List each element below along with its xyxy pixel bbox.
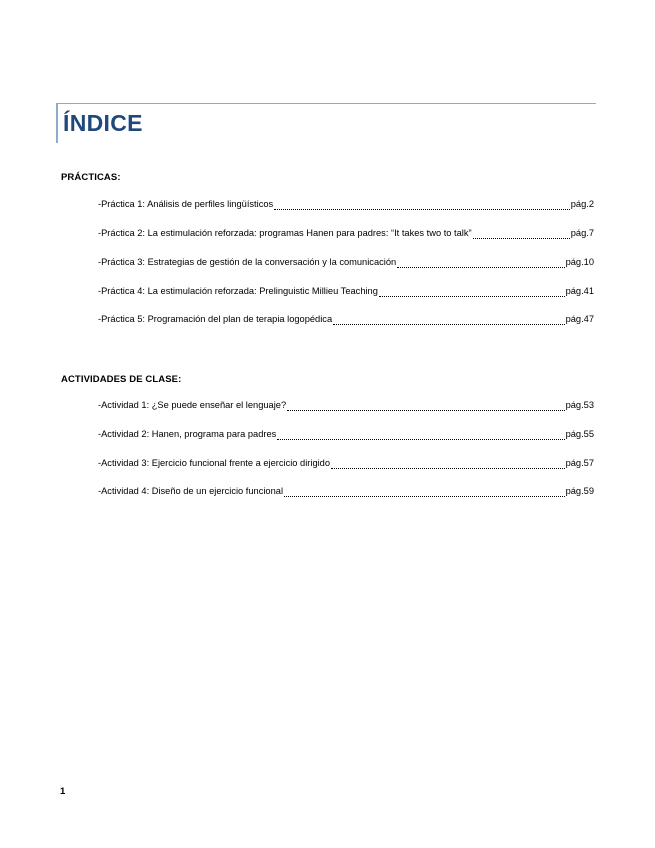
dot-leader xyxy=(379,295,565,297)
dot-leader xyxy=(473,237,570,239)
toc-entry[interactable] xyxy=(98,400,594,414)
toc-entry-page: pág.47 xyxy=(565,314,594,324)
toc-entry[interactable] xyxy=(98,486,594,500)
toc-entry-page: pág.7 xyxy=(570,228,594,238)
section-heading-practicas: PRÁCTICAS: xyxy=(61,172,121,183)
dot-leader xyxy=(331,467,565,469)
toc-entry-title: -Práctica 2: La estimulación reforzada: programas Hanen para padres: “It takes two to talk” xyxy=(98,228,472,238)
toc-entry[interactable] xyxy=(98,199,594,213)
toc-entry-page: pág.57 xyxy=(565,458,594,468)
toc-entry-page: pág.59 xyxy=(565,486,594,496)
dot-leader xyxy=(333,323,564,325)
page-title: ÍNDICE xyxy=(63,110,143,136)
toc-entry[interactable] xyxy=(98,429,594,443)
toc-entry[interactable] xyxy=(98,228,594,242)
toc-entry-title: -Actividad 3: Ejercicio funcional frente a ejercicio dirigido xyxy=(98,458,331,468)
toc-entry-page: pág.10 xyxy=(565,257,594,267)
toc-entry-title: -Práctica 5: Programación del plan de terapia logopédica xyxy=(98,314,333,324)
dot-leader xyxy=(274,208,570,210)
toc-entry-page: pág.53 xyxy=(565,400,594,410)
toc-entry[interactable] xyxy=(98,314,594,328)
dot-leader xyxy=(277,438,564,440)
toc-entry-title: -Actividad 2: Hanen, programa para padres xyxy=(98,429,277,439)
toc-entry-page: pág.55 xyxy=(565,429,594,439)
toc-entry[interactable] xyxy=(98,286,594,300)
toc-entry-title: -Actividad 1: ¿Se puede enseñar el lenguaje? xyxy=(98,400,287,410)
title-block xyxy=(56,103,596,143)
page-number: 1 xyxy=(60,786,66,797)
toc-entry-title: -Práctica 3: Estrategias de gestión de la conversación y la comunicación xyxy=(98,257,397,267)
dot-leader xyxy=(284,495,565,497)
toc-entry-page: pág.41 xyxy=(565,286,594,296)
toc-entry-title: -Actividad 4: Diseño de un ejercicio funcional xyxy=(98,486,284,496)
toc-entry[interactable] xyxy=(98,458,594,472)
toc-entry[interactable] xyxy=(98,257,594,271)
section-heading-actividades: ACTIVIDADES DE CLASE: xyxy=(61,374,182,385)
toc-entry-title: -Práctica 4: La estimulación reforzada: Prelinguistic Millieu Teaching xyxy=(98,286,378,296)
toc-entry-page: pág.2 xyxy=(570,199,594,209)
dot-leader xyxy=(287,409,564,411)
dot-leader xyxy=(397,266,564,268)
toc-entry-title: -Práctica 1: Análisis de perfiles lingüísticos xyxy=(98,199,274,209)
